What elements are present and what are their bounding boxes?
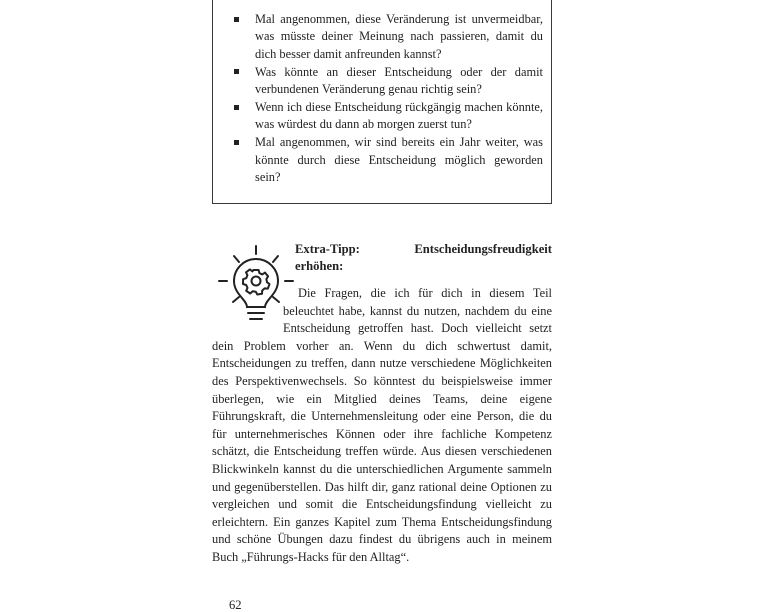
bullet-icon bbox=[234, 69, 239, 74]
question-box bbox=[212, 0, 552, 204]
book-page bbox=[212, 0, 554, 612]
question-list bbox=[229, 11, 543, 187]
tip-title: Extra-Tipp: Entscheidungsfreudigkeit erhöhen: bbox=[295, 242, 552, 274]
list-item bbox=[229, 134, 543, 186]
question-text: Mal angenommen, diese Veränderung ist unvermeidbar, was müsste deiner Meinung nach passieren, damit du dich besser damit anfreunden kannst? bbox=[255, 12, 543, 61]
list-item bbox=[229, 11, 543, 63]
question-text: Mal angenommen, wir sind bereits ein Jahr weiter, was könnte durch diese Entscheidung möglich geworden sein? bbox=[255, 135, 543, 185]
bullet-icon bbox=[234, 140, 239, 145]
question-text: Wenn ich diese Entscheidung rückgängig machen könnte, was würdest du dann ab morgen zuerst tun? bbox=[255, 100, 543, 132]
page-number: 62 bbox=[229, 598, 242, 612]
question-text: Was könnte an dieser Entscheidung oder der damit verbundenen Veränderung genau richtig sein? bbox=[255, 64, 543, 97]
list-item bbox=[229, 64, 543, 99]
tip-body-text: Die Fragen, die ich für dich in diesem Teil beleuchtet habe, kannst du nutzen, nachdem du eine Entscheidung getroffen hast. Doch vielleicht setzt dein Problem vorher an. Wenn du dich schwertust damit, Entscheidungen zu treffen, dann nutze verschiedene Möglichkeiten des Perspektivenwechsels. So könntest du beispielsweise immer überlegen, wie ein Mitglied deines Teams, deine eigene Führungskraft, die Unternehmensleitung oder eine Person, die du für unternehmerisches Können oder ihre fachliche Kompetenz schätzt, die Entscheidung treffen würde. Aus diesen verschiedenen Blickwinkeln kannst du die unterschiedlichen Argumente sammeln und gegenüberstellen. Das hilft dir, ganz rational deine Optionen zu vergleichen und somit die Entscheidungsfindung vielleicht zu erleichtern. Ein ganzes Kapitel zum Thema Entscheidungsfindung und schöne Übungen dazu findest du übrigens auch in meinem Buch „Führungs-Hacks für den Alltag“. bbox=[212, 286, 552, 564]
list-item bbox=[229, 99, 543, 134]
bullet-icon bbox=[234, 105, 239, 110]
bullet-icon bbox=[234, 17, 239, 22]
tip-body bbox=[212, 285, 552, 567]
